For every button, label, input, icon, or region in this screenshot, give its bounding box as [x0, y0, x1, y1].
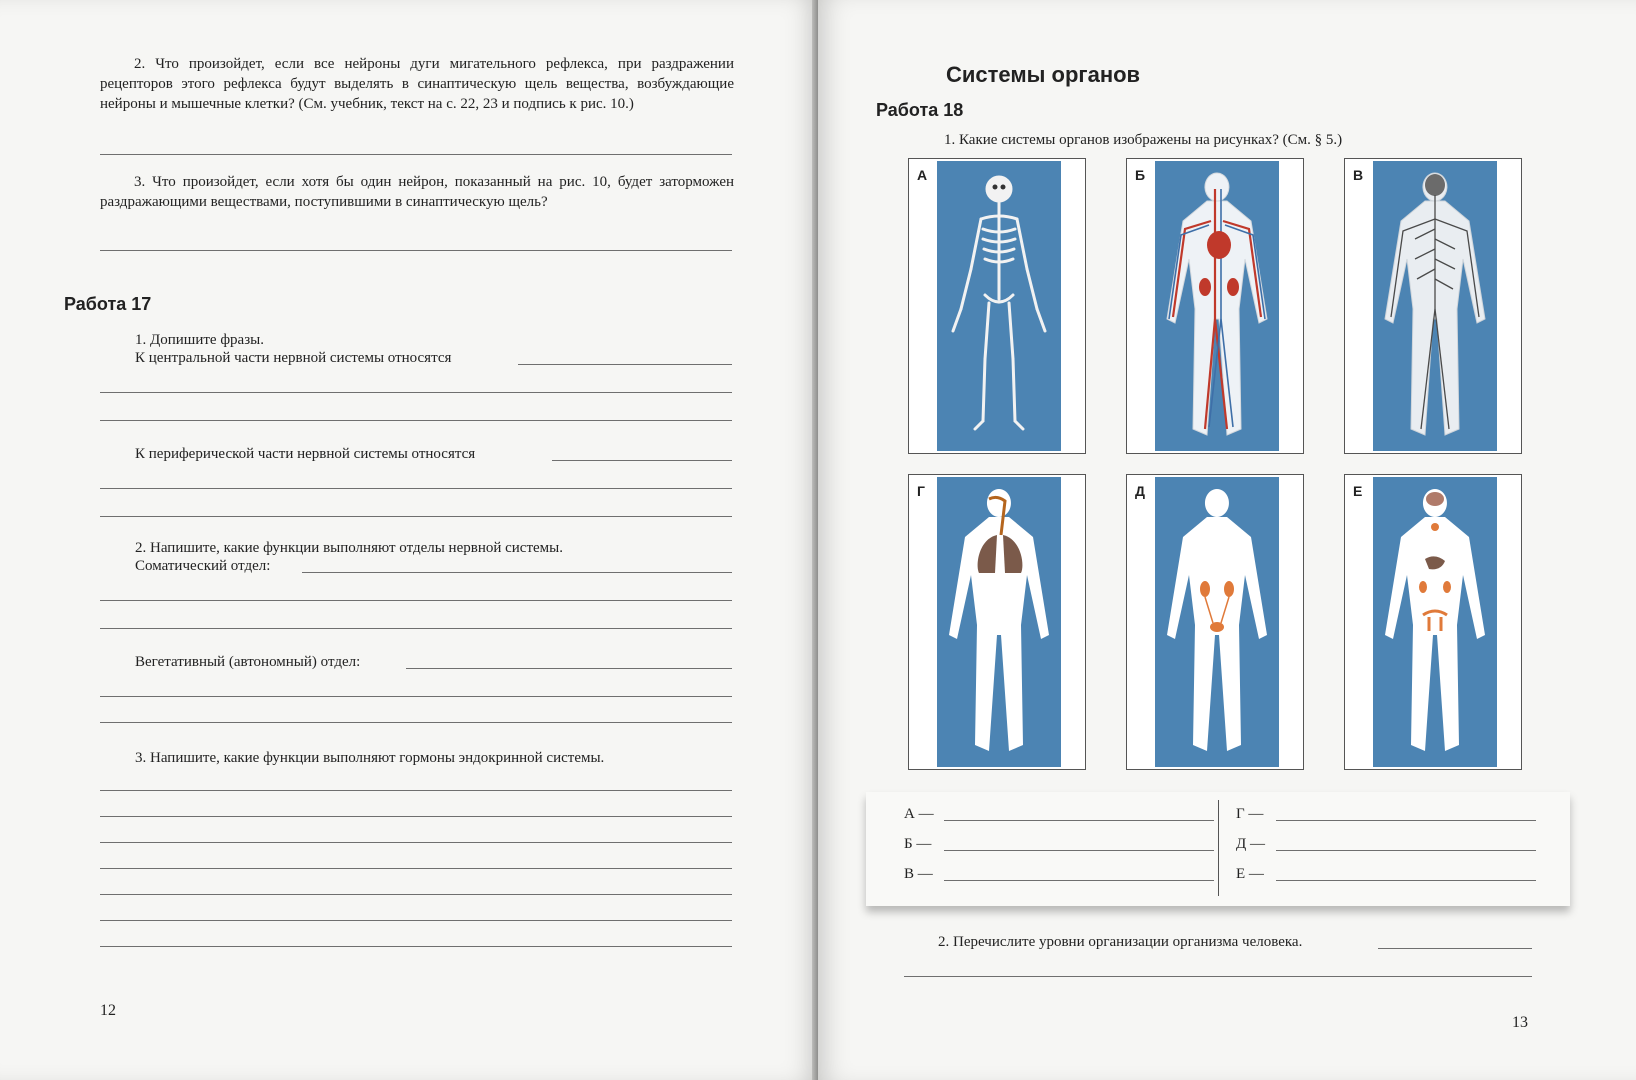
nervous-system-icon: [1345, 159, 1521, 453]
answer-line[interactable]: [100, 790, 732, 791]
answer-line[interactable]: [100, 842, 732, 843]
figure-letter: Г: [917, 483, 925, 499]
question-2-text: 2. Что произойдет, если все нейроны дуги мигательного рефлекса, при раздражении рецепторов этого рефлекса будут выделять в синаптическую щель вещества, возбуждающие нейроны и мышечные клетки? (См. учебник, текст на с. 22, 23 и подпись к рис. 10.): [100, 56, 734, 112]
figure-letter: А: [917, 167, 928, 183]
w17-question-2: 2. Напишите, какие функции выполняют отделы нервной системы.: [135, 540, 563, 556]
figure-e: [1126, 474, 1304, 770]
answer-line[interactable]: [100, 392, 732, 393]
answer-line[interactable]: [904, 976, 1532, 977]
answer-line-a[interactable]: [944, 820, 1214, 821]
answer-line[interactable]: [1378, 948, 1532, 949]
figure-b: [1126, 158, 1304, 454]
figure-letter: Е: [1353, 483, 1363, 499]
answer-line-f[interactable]: [1276, 880, 1536, 881]
endocrine-digestive-system-icon: [1345, 475, 1521, 769]
figure-f: [1344, 474, 1522, 770]
w18-question-2: 2. Перечислите уровни организации организма человека.: [938, 934, 1303, 950]
answer-label-d: Г —: [1236, 806, 1264, 822]
answer-line-c[interactable]: [944, 880, 1214, 881]
answer-divider: [1218, 800, 1219, 896]
page-number-left: 12: [100, 1002, 116, 1019]
answer-label-e: Д —: [1236, 836, 1265, 852]
answer-label-c: В —: [904, 866, 933, 882]
answer-line[interactable]: [100, 628, 732, 629]
answer-line[interactable]: [100, 488, 732, 489]
answer-line[interactable]: [100, 600, 732, 601]
figure-a: [908, 158, 1086, 454]
answer-label-f: Е —: [1236, 866, 1264, 882]
answer-line[interactable]: [518, 364, 732, 365]
answer-strip: [866, 792, 1570, 906]
right-page: [818, 0, 1636, 1080]
answer-line[interactable]: [100, 420, 732, 421]
w17-somatic-label: Соматический отдел:: [135, 558, 271, 574]
w18-question-1: 1. Какие системы органов изображены на рисунках? (См. § 5.): [944, 132, 1343, 148]
figure-letter: Д: [1135, 483, 1145, 499]
question-3-text: 3. Что произойдет, если хотя бы один нейрон, показанный на рис. 10, будет заторможен раздражающими веществами, поступившими в синаптическую щель?: [100, 174, 734, 210]
answer-line[interactable]: [100, 516, 732, 517]
answer-line[interactable]: [100, 946, 732, 947]
figure-letter: Б: [1135, 167, 1146, 183]
answer-line-e[interactable]: [1276, 850, 1536, 851]
answer-label-a: А —: [904, 806, 934, 822]
answer-label-b: Б —: [904, 836, 932, 852]
answer-line[interactable]: [302, 572, 732, 573]
answer-line-b[interactable]: [944, 850, 1214, 851]
answer-line[interactable]: [100, 250, 732, 251]
work-17-heading: Работа 17: [64, 294, 152, 314]
figure-d: [908, 474, 1086, 770]
answer-line[interactable]: [100, 154, 732, 155]
respiratory-system-icon: [909, 475, 1085, 769]
work-18-heading: Работа 18: [876, 100, 964, 120]
w17-central-label: К центральной части нервной системы относятся: [135, 350, 452, 366]
figure-letter: В: [1353, 167, 1364, 183]
w17-question-3: 3. Напишите, какие функции выполняют гормоны эндокринной системы.: [135, 750, 605, 766]
urinary-system-icon: [1127, 475, 1303, 769]
w17-vegetative-label: Вегетативный (автономный) отдел:: [135, 654, 361, 670]
answer-line[interactable]: [100, 920, 732, 921]
answer-line[interactable]: [100, 894, 732, 895]
answer-line[interactable]: [100, 868, 732, 869]
page-number-right: 13: [1512, 1014, 1528, 1031]
circulatory-system-icon: [1127, 159, 1303, 453]
section-title: Системы органов: [946, 62, 1141, 87]
w17-peripheral-label: К периферической части нервной системы относятся: [135, 446, 476, 462]
answer-line[interactable]: [100, 696, 732, 697]
answer-line[interactable]: [100, 816, 732, 817]
figure-c: [1344, 158, 1522, 454]
answer-line[interactable]: [406, 668, 732, 669]
answer-line[interactable]: [100, 722, 732, 723]
answer-line[interactable]: [552, 460, 732, 461]
w17-question-1: 1. Допишите фразы.: [135, 332, 264, 348]
skeleton-icon: [909, 159, 1085, 453]
answer-line-d[interactable]: [1276, 820, 1536, 821]
